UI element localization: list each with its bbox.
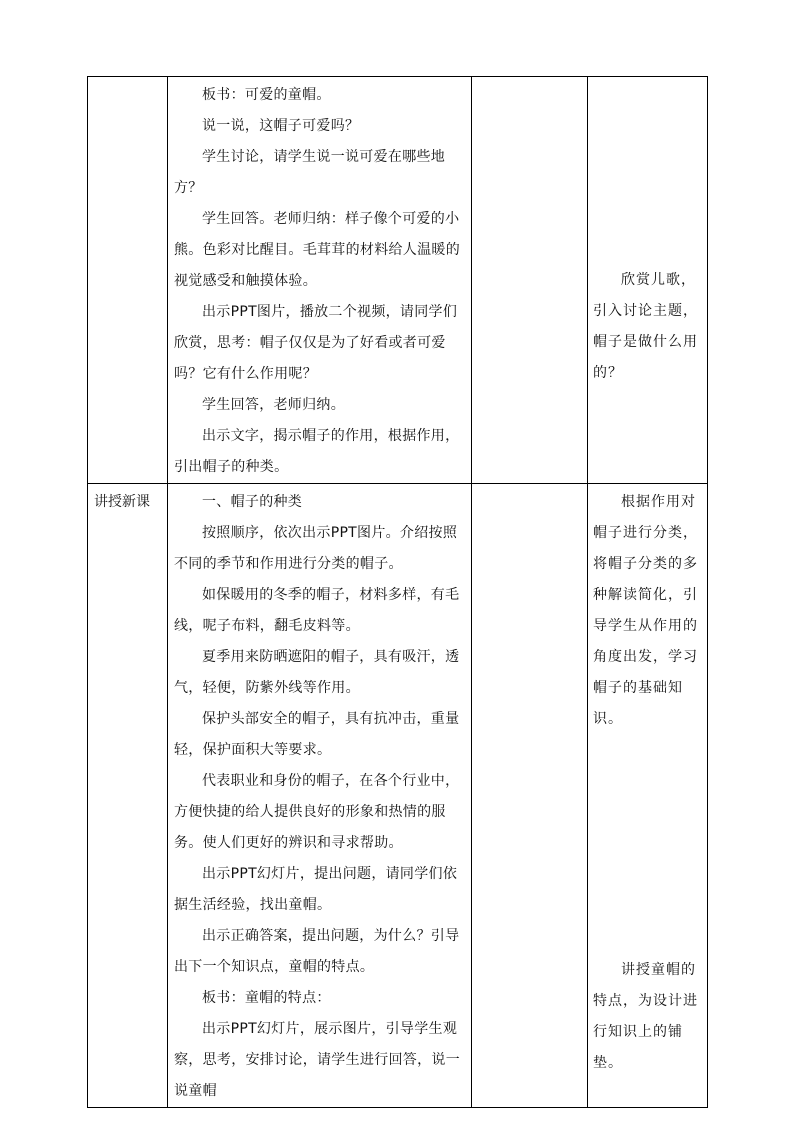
content-paragraph: 学生回答。老师归纳：样子像个可爱的小熊。色彩对比醒目。毛茸茸的材料给人温暖的视觉感受和触摸体验。 <box>174 211 460 289</box>
content-paragraph: 板书：童帽的特点： <box>202 990 331 1006</box>
content-paragraph: 说一说，这帽子可爱吗？ <box>202 118 360 134</box>
content-paragraph: 代表职业和身份的帽子，在各个行业中，方便快捷的给人提供良好的形象和热情的服务。使人们更好的辨识和寻求帮助。 <box>174 773 460 851</box>
table-row <box>88 484 708 1108</box>
intent-paragraph: 欣赏儿歌，引入讨论主题，帽子是做什么用的？ <box>593 272 698 381</box>
content-paragraph: 板书：可爱的童帽。 <box>202 87 331 103</box>
design-intent-cell <box>588 484 708 1108</box>
lesson-plan-table <box>87 76 708 1108</box>
content-paragraph: 学生讨论，请学生说一说可爱在哪些地方？ <box>174 149 446 196</box>
teaching-content-cell <box>168 77 472 484</box>
design-intent-cell <box>588 77 708 484</box>
content-paragraph: 出示文字，揭示帽子的作用，根据作用，引出帽子的种类。 <box>174 428 460 475</box>
content-paragraph: 按照顺序，依次出示PPT图片。介绍按照不同的季节和作用进行分类的帽子。 <box>174 525 458 572</box>
stage-cell <box>88 484 168 1108</box>
stage-label <box>88 77 167 80</box>
content-paragraph: 出示PPT幻灯片，展示图片，引导学生观察，思考，安排讨论，请学生进行回答，说一说童帽 <box>174 1021 460 1099</box>
content-paragraph: 保护头部安全的帽子，具有抗冲击，重量轻，保护面积大等要求。 <box>174 711 460 758</box>
table-row <box>88 77 708 484</box>
student-activity-cell <box>472 484 588 1108</box>
content-paragraph: 出示正确答案，提出问题，为什么？引导出下一个知识点，童帽的特点。 <box>174 928 460 975</box>
content-paragraph: 如保暖用的冬季的帽子，材料多样，有毛线，呢子布料，翻毛皮料等。 <box>174 587 460 634</box>
teaching-content-cell <box>168 484 472 1108</box>
stage-label: 讲授新课 <box>94 494 150 510</box>
content-paragraph: 一、帽子的种类 <box>202 494 303 510</box>
intent-paragraph: 讲授童帽的特点，为设计进行知识上的铺垫。 <box>593 962 698 1071</box>
stage-cell <box>88 77 168 484</box>
student-activity-cell <box>472 77 588 484</box>
content-paragraph: 出示PPT图片，播放二个视频，请同学们欣赏，思考：帽子仅仅是为了好看或者可爱吗？它有什么作用呢？ <box>174 304 458 382</box>
content-paragraph: 学生回答，老师归纳。 <box>202 397 345 413</box>
intent-paragraph: 根据作用对帽子进行分类，将帽子分类的多种解读简化，引导学生从作用的角度出发，学习帽子的基础知识。 <box>593 494 698 727</box>
content-paragraph: 夏季用来防晒遮阳的帽子，具有吸汗，透气，轻便，防紫外线等作用。 <box>174 649 460 696</box>
content-paragraph: 出示PPT幻灯片，提出问题，请同学们依据生活经验，找出童帽。 <box>174 866 458 913</box>
